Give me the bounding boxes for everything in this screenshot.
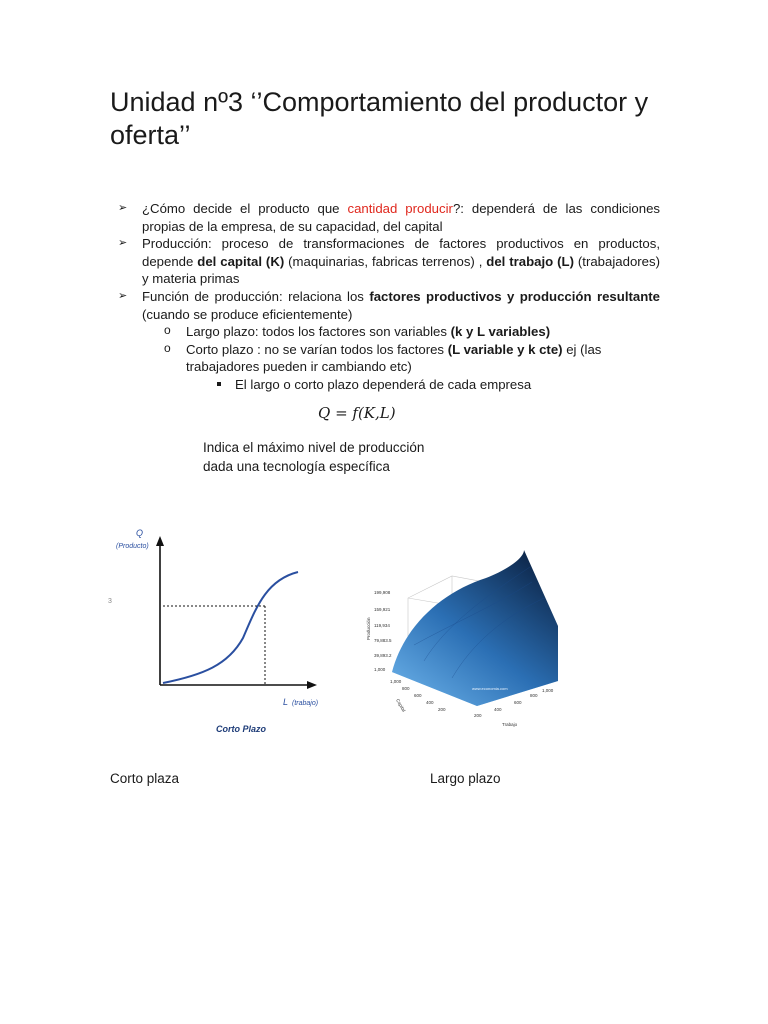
x-tick-label: 200 bbox=[474, 713, 482, 718]
z-tick-label: 39,893.2 bbox=[374, 653, 392, 658]
y-tick-label: 400 bbox=[426, 700, 434, 705]
text: (trabajadores) y materia primas bbox=[142, 253, 660, 287]
circle-bullet-icon: o bbox=[164, 323, 171, 338]
z-tick-label: 199,908 bbox=[374, 590, 391, 595]
bold-text: factores productivos y producción resultante bbox=[369, 288, 660, 304]
x-axis-label: L bbox=[283, 697, 289, 707]
bullet-list bbox=[118, 200, 660, 394]
page-title: Unidad nº3 ‘’Comportamiento del productor y oferta’’ bbox=[110, 87, 649, 150]
y-tick-label: 200 bbox=[438, 707, 446, 712]
bold-text: del capital (K) bbox=[197, 253, 285, 269]
arrow-bullet-icon: ➢ bbox=[118, 202, 128, 214]
x-tick-label: 600 bbox=[514, 700, 522, 705]
z-tick-label: 79,883.5 bbox=[374, 638, 392, 643]
x-axis-label: Trabajo bbox=[502, 722, 518, 727]
bold-text: del trabajo (L) bbox=[486, 253, 574, 269]
watermark: www.economia.com bbox=[472, 686, 508, 691]
arrow-bullet-icon: ➢ bbox=[118, 289, 128, 302]
long-run-surface-figure bbox=[362, 540, 604, 735]
text: El largo o corto plazo dependerá de cada empresa bbox=[235, 376, 532, 392]
text: ¿Cómo decide el producto que bbox=[142, 201, 348, 216]
x-tick-label: 400 bbox=[494, 707, 502, 712]
z-tick-labels bbox=[374, 590, 392, 672]
text: Función de producción: relaciona los bbox=[142, 288, 370, 304]
z-axis-label: Producción bbox=[366, 617, 371, 640]
bold-text: (L variable y k cte) bbox=[447, 341, 563, 357]
z-tick-label: 119,934 bbox=[374, 623, 390, 628]
production-surface bbox=[392, 550, 558, 706]
z-tick-label: 159,921 bbox=[374, 607, 391, 612]
text: Largo plazo: todos los factores son variables bbox=[186, 324, 451, 340]
text: ?: dependerá de las condiciones propias de la empresa, de su capacidad, del capital bbox=[142, 201, 660, 234]
x-tick-label: 800 bbox=[530, 693, 538, 698]
axes bbox=[156, 536, 317, 689]
y-axis-arrow-icon bbox=[156, 536, 164, 546]
y-tick-label: 600 bbox=[414, 693, 422, 698]
text: Corto plazo : no se varían todos los factores bbox=[186, 341, 448, 357]
production-curve bbox=[163, 572, 298, 683]
figure-bottom-label: Corto Plazo bbox=[216, 724, 267, 734]
y-axis-label: Q bbox=[136, 528, 144, 538]
y-axis-label: Capital bbox=[395, 698, 407, 713]
caption-right: Largo plazo bbox=[430, 771, 501, 786]
text: (maquinarias, fabricas terrenos) , bbox=[284, 253, 487, 269]
sub-bullet-largo bbox=[118, 323, 660, 341]
bullet-funcion bbox=[118, 288, 660, 323]
y-axis-sublabel: (Producto) bbox=[116, 543, 149, 550]
z-tick-label: 1,000 bbox=[374, 667, 386, 672]
bullet-decision bbox=[118, 200, 660, 235]
x-axis-arrow-icon bbox=[307, 681, 317, 689]
x-axis-sublabel: (trabajo) bbox=[292, 700, 319, 707]
sub-sub-bullet bbox=[118, 376, 660, 394]
caption-left: Corto plaza bbox=[110, 771, 180, 786]
text: Producción: proceso de transformaciones de factores productivos en productos, depende bbox=[142, 236, 660, 269]
text: ej (las trabajadores pueden ir cambiando etc) bbox=[186, 341, 602, 375]
sub-bullet-corto bbox=[118, 341, 660, 376]
bold-text: (k y L variables) bbox=[450, 324, 551, 340]
short-run-production-figure bbox=[108, 520, 348, 740]
highlight-text: cantidad producir bbox=[347, 201, 453, 216]
y-tick-label: 800 bbox=[402, 686, 410, 691]
circle-bullet-icon: o bbox=[164, 340, 171, 355]
arrow-bullet-icon: ➢ bbox=[118, 237, 128, 250]
x-tick-label: 1,000 bbox=[542, 688, 554, 693]
formula-note: Indica el máximo nivel de producción dada una tecnología específica bbox=[203, 440, 425, 474]
production-formula: Q = f(K,L) bbox=[318, 404, 396, 422]
bullet-produccion bbox=[118, 235, 660, 288]
text: (cuando se produce eficientemente) bbox=[142, 306, 353, 322]
y-tick-label: 1,000 bbox=[390, 679, 402, 684]
square-bullet-icon bbox=[217, 382, 221, 386]
y-tick-label: 3 bbox=[108, 598, 112, 605]
